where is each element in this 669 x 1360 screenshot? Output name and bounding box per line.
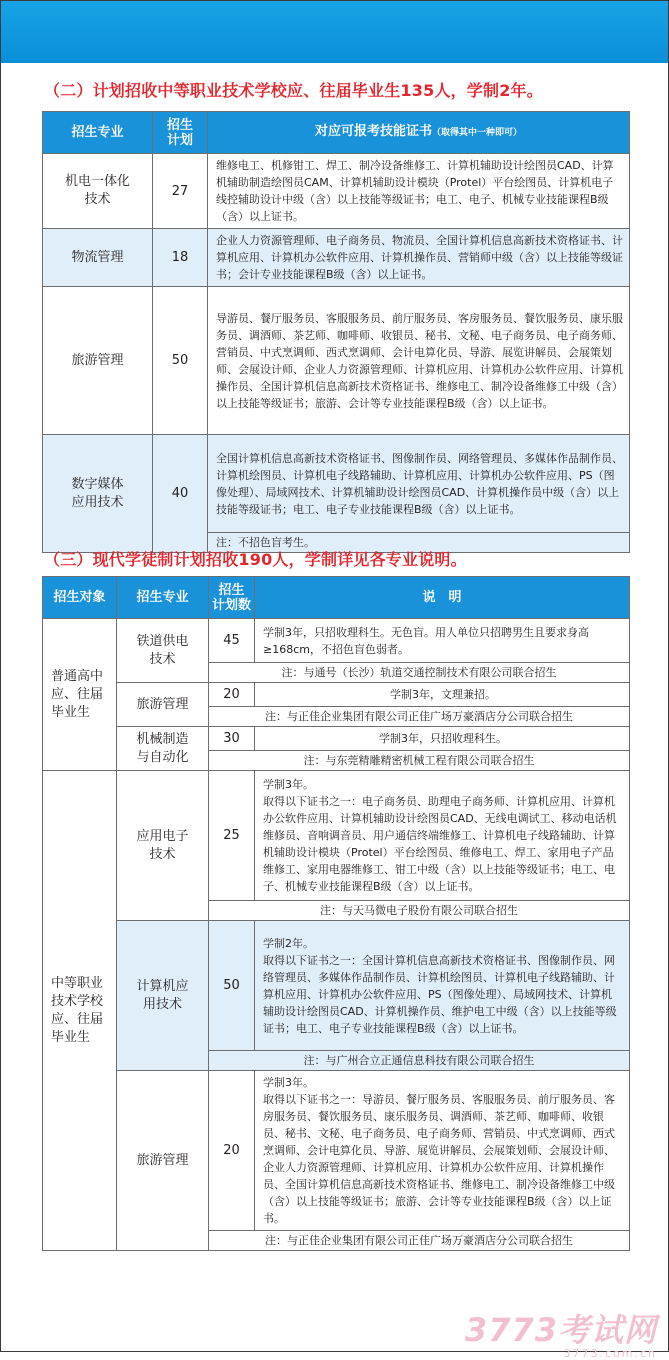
header-certs: 对应可报考技能证书（取得其中一种即可） [208, 112, 630, 154]
plan-cell: 50 [209, 921, 255, 1051]
section2-table [42, 111, 630, 553]
plan-cell: 30 [209, 727, 255, 751]
major-cell: 铁道供电 技术 [117, 619, 209, 683]
desc-cell: 学制2年。 取得以下证书之一：全国计算机信息高新技术资格证书、图像制作员、网络管理员、多媒体作品制作员、计算机绘图员、计算机电子线路辅助、计算机应用、计算机办公软件应用、PS（图像处理）、局域网技术、计算机辅助设计绘图员CAD、计算机操作员、维护电工中级（含）以上技能等级证书；电工、电子专业技能课程B级（含）以上证书。 [255, 921, 630, 1051]
target-cell: 普通高中 应、往届 毕业生 [43, 619, 117, 771]
header-desc: 说 明 [255, 577, 630, 619]
certs-cell: 全国计算机信息高新技术资格证书、图像制作员、网络管理员、多媒体作品制作员、计算机绘图员、计算机电子线路辅助、计算机应用、计算机办公软件应用、PS（图像处理）、局域网技术、计算机辅助设计绘图员CAD、计算机操作员中级（含）以上技能等级证书；电工、电子专业技能课程B级（含）以上证书。 [208, 435, 630, 533]
major-cell: 物流管理 [43, 229, 153, 287]
note-cell: 注：与通号（长沙）轨道交通控制技术有限公司联合招生 [209, 663, 630, 683]
desc-cell: 学制3年。 取得以下证书之一：电子商务员、助理电子商务师、计算机应用、计算机办公软件应用、计算机辅助设计绘图员CAD、无线电调试工、移动电话机维修员、音响调音员、用户通信终端维修工、计算机电子线路辅助、计算机辅助设计模块（Protel）平台绘图员、维修电工、焊工、家用电子产品维修工、家用电器维修工、钳工中级（含）以上技能等级证书；电工、电子、机械专业技能课程B级（含）以上证书。 [255, 771, 630, 901]
section3-heading: （三）现代学徒制计划招收190人，学制详见各专业说明。 [44, 550, 467, 569]
table-row [43, 683, 630, 707]
certs-cell: 企业人力资源管理师、电子商务员、物流员、全国计算机信息高新技术资格证书、计算机应用、计算机办公软件应用、计算机操作员、营销师中级（含）以上技能等级证书；会计专业技能课程B级（含）以上证书。 [208, 229, 630, 287]
table-row [43, 154, 630, 229]
plan-cell: 50 [153, 287, 208, 435]
table-header-row [43, 577, 630, 619]
major-cell: 旅游管理 [117, 683, 209, 727]
plan-cell: 20 [209, 1071, 255, 1231]
plan-cell: 27 [153, 154, 208, 229]
header-major: 招生专业 [117, 577, 209, 619]
table-row [43, 1071, 630, 1231]
plan-cell: 18 [153, 229, 208, 287]
major-cell: 旅游管理 [43, 287, 153, 435]
plan-cell: 45 [209, 619, 255, 663]
major-cell: 机械制造 与自动化 [117, 727, 209, 771]
desc-cell: 学制3年，文理兼招。 [255, 683, 630, 707]
table-header-row [43, 112, 630, 154]
major-cell: 数字媒体 应用技术 [43, 435, 153, 553]
section3-table [42, 576, 630, 1251]
plan-cell: 40 [153, 435, 208, 553]
header-target: 招生对象 [43, 577, 117, 619]
top-banner [1, 1, 668, 63]
desc-cell: 学制3年，只招收理科生。 [255, 727, 630, 751]
table-row [43, 435, 630, 533]
plan-cell: 25 [209, 771, 255, 901]
header-major: 招生专业 [43, 112, 153, 154]
certs-cell: 维修电工、机修钳工、焊工、制冷设备维修工、计算机辅助设计绘图员CAD、计算机辅助制造绘图员CAM、计算机辅助设计模块（Protel）平台绘图员、计算机电子线控辅助设计中级（含）以上技能等级证书；电工、电子、机械专业技能课程B级（含）以上证书。 [208, 154, 630, 229]
section2-heading: （二）计划招收中等职业技术学校应、往届毕业生135人，学制2年。 [44, 81, 543, 100]
certs-cell: 导游员、餐厅服务员、客服服务员、前厅服务员、客房服务员、餐饮服务员、康乐服务员、调酒师、茶艺师、咖啡师、收银员、秘书、文秘、电子商务员、电子商务师、营销员、中式烹调师、西式烹调师、会计电算化员、导游、展览讲解员、会展策划师、会展设计师、企业人力资源管理师、计算机应用、计算机办公软件应用、计算机操作员、全国计算机信息高新技术资格证书、维修电工、制冷设备维修工中级（含）以上技能等级证书；旅游、会计等专业技能课程B级（含）以上证书。 [208, 287, 630, 435]
header-plan: 招生 计划 [153, 112, 208, 154]
note-cell: 注：与正佳企业集团有限公司正佳广场万豪酒店分公司联合招生 [209, 707, 630, 727]
major-cell: 应用电子 技术 [117, 771, 209, 921]
note-cell: 注：与广州合立正通信息科技有限公司联合招生 [209, 1051, 630, 1071]
table-row [43, 921, 630, 1051]
target-cell: 中等职业 技术学校 应、往届 毕业生 [43, 771, 117, 1251]
table-row [43, 229, 630, 287]
watermark-logo: 3773考试网 [464, 1311, 657, 1349]
watermark-url: 3773.com.cn [563, 1347, 657, 1360]
table-row [43, 771, 630, 901]
major-cell: 机电一体化 技术 [43, 154, 153, 229]
table-row [43, 287, 630, 435]
major-cell: 计算机应 用技术 [117, 921, 209, 1071]
note-cell: 注：与正佳企业集团有限公司正佳广场万豪酒店分公司联合招生 [209, 1231, 630, 1251]
footnote: 注：不招色盲考生。 [208, 533, 630, 553]
desc-cell: 学制3年。 取得以下证书之一：导游员、餐厅服务员、客服服务员、前厅服务员、客房服务员、餐饮服务员、康乐服务员、调酒师、茶艺师、咖啡师、收银员、秘书、文秘、电子商务员、电子商务师、营销员、中式烹调师、西式烹调师、会计电算化员、导游、展览讲解员、会展策划师、会展设计师、企业人力资源管理师、计算机应用、计算机办公软件应用、计算机操作员、全国计算机信息高新技术资格证书、维修电工、制冷设备维修工中级（含）以上技能等级证书；旅游、会计等专业技能课程B级（含）以上证书。 [255, 1071, 630, 1231]
header-plan: 招生 计划数 [209, 577, 255, 619]
desc-cell: 学制3年，只招收理科生。无色盲。用人单位只招聘男生且要求身高≥168cm，不招色盲色弱者。 [255, 619, 630, 663]
table-row [43, 619, 630, 663]
note-cell: 注：与天马微电子股份有限公司联合招生 [209, 901, 630, 921]
plan-cell: 20 [209, 683, 255, 707]
major-cell: 旅游管理 [117, 1071, 209, 1251]
note-cell: 注：与东莞精雕精密机械工程有限公司联合招生 [209, 751, 630, 771]
table-row [43, 727, 630, 751]
